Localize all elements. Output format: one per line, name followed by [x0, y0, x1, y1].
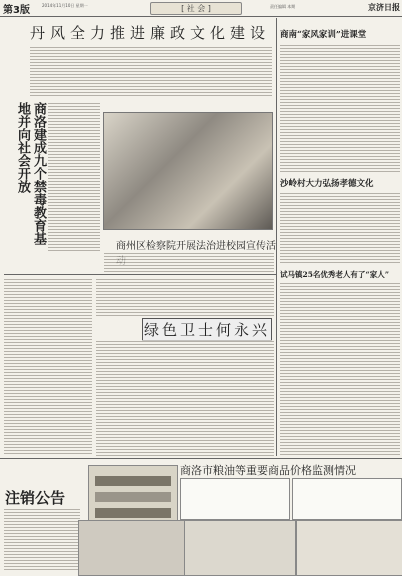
ad-band: [95, 492, 171, 502]
advertisement-3: [184, 520, 296, 576]
headline-shaling: 沙岭村大力弘扬孝德文化: [280, 179, 374, 189]
headline-shangnan-family: 商南“家风家训”进课堂: [280, 30, 367, 40]
section-label: [ 社 会 ]: [150, 2, 242, 15]
article-body-shima: [280, 282, 400, 456]
advertisement-4: [296, 520, 402, 576]
notice-body: [4, 508, 80, 572]
article-body-law: [104, 252, 274, 274]
article-body-mid: [96, 278, 274, 316]
article-body-left: [4, 278, 92, 456]
headline-green-guard-text: 绿色卫士何永兴: [142, 318, 272, 341]
article-body-shaling: [280, 192, 400, 264]
ad-band: [95, 476, 171, 486]
newspaper-logo: 京济日报: [368, 3, 400, 12]
headline-shangluo-drug: 商洛建成九个禁毒教育基地并向社会开放: [15, 102, 46, 245]
article-body-danfeng: [30, 46, 272, 98]
masthead: [0, 0, 402, 17]
column-divider: [276, 18, 277, 456]
section-divider: [4, 274, 276, 275]
editor-line: 责任编辑 本期: [270, 4, 296, 9]
article-body-shangnan: [280, 44, 400, 172]
notice-title: 注销公告: [5, 489, 66, 507]
price-table-left: [180, 478, 290, 520]
page-number: 第3版: [3, 5, 30, 16]
article-body-drug: [48, 102, 100, 252]
headline-shangzhou-law: 商州区检察院开展法治进校园宣传活: [116, 241, 276, 252]
headline-shima: 试马镇25名优秀老人有了“家人”: [280, 270, 390, 279]
date-line: 2014年11月10日 星期一: [42, 3, 88, 8]
headline-green-guard: [142, 318, 274, 341]
headline-danfeng: 丹风全力推进廉政文化建设: [30, 24, 271, 42]
ad-band: [95, 508, 171, 518]
article-body-green: [96, 340, 274, 456]
article-photo: [103, 112, 273, 230]
price-table-right: [292, 478, 402, 520]
advertisement-2: [78, 520, 185, 576]
bottom-divider: [0, 458, 402, 459]
price-monitor-title: 商洛市粮油等重要商品价格监测情况: [180, 464, 356, 477]
